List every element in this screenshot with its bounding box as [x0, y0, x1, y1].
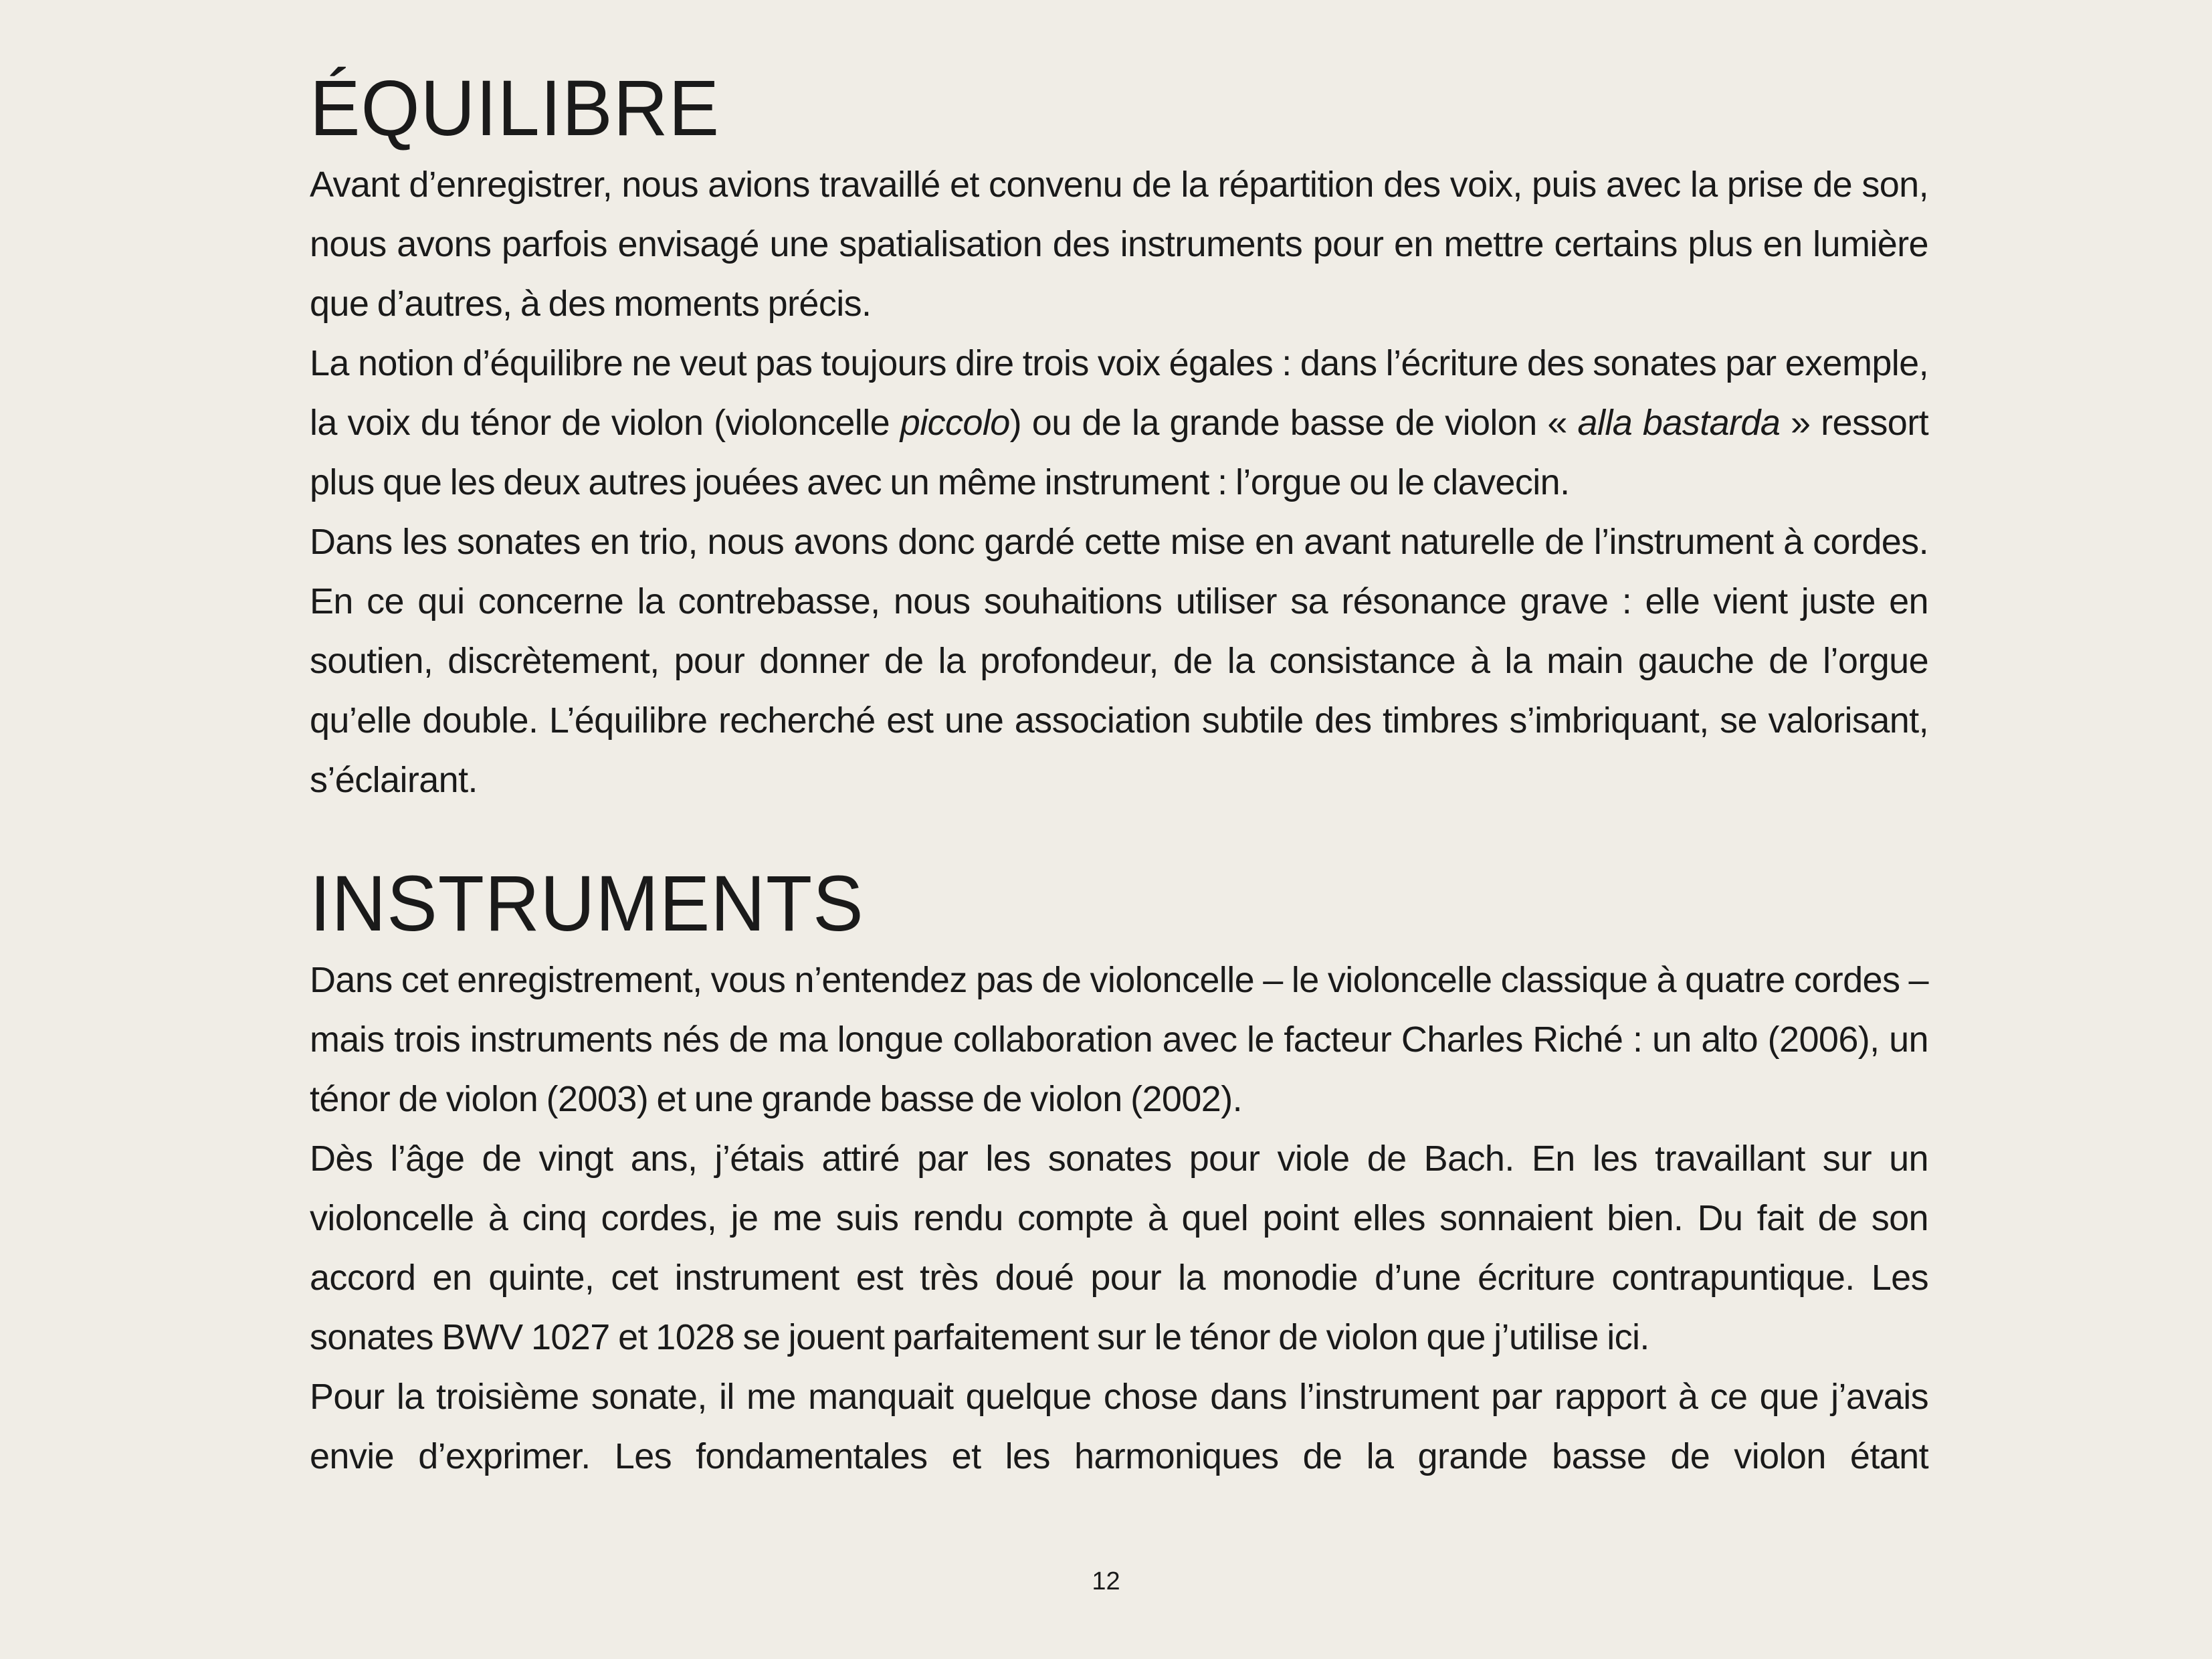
paragraph-text: La notion d’équilibre ne veut pas toujours dire trois voix égales : dans l’écriture des sonates par exemple, la voix du ténor de violon (violoncelle	[310, 343, 1928, 443]
paragraph: Dans les sonates en trio, nous avons donc gardé cette mise en avant naturelle de l’instrument à cordes. En ce qui concerne la contrebasse, nous souhaitions utiliser sa résonance grave : elle vient juste en soutien, discrètement, pour donner de la profondeur, de la consistance à la main gauche de l’orgue qu’elle double. L’équilibre recherché est une association subtile des timbres s’imbriquant, se valorisant, s’éclairant.	[310, 522, 1928, 800]
section-heading: INSTRUMENTS	[310, 860, 864, 948]
paragraph: Pour la troisième sonate, il me manquait quelque chose dans l’instrument par rapport à ce que j’avais envie d’exprimer. Les fondamentales et les harmoniques de la grande basse de violon étant	[310, 1377, 1928, 1476]
italic-term: alla bastarda	[1577, 403, 1781, 443]
section-equilibre	[310, 64, 1928, 810]
paragraph	[310, 334, 1928, 512]
section-heading: ÉQUILIBRE	[310, 64, 720, 153]
italic-term: piccolo	[900, 403, 1010, 443]
paragraph-text: ) ou de la grande basse de violon «	[1009, 403, 1578, 443]
section-instruments	[310, 862, 1928, 1486]
paragraph: Dès l’âge de vingt ans, j’étais attiré par les sonates pour viole de Bach. En les travaillant sur un violoncelle à cinq cordes, je me suis rendu compte à quel point elles sonnaient bien. Du fait de son accord en quinte, cet instrument est très doué pour la monodie d’une écriture contrapuntique. Les sonates BWV 1027 et 1028 se jouent parfaitement sur le ténor de violon que j’utilise ici.	[310, 1139, 1928, 1357]
page-number: 12	[1092, 1567, 1120, 1595]
page-content	[310, 64, 1928, 1486]
paragraph: Dans cet enregistrement, vous n’entendez pas de violoncelle – le violoncelle classique à quatre cordes – mais trois instruments nés de ma longue collaboration avec le facteur Charles Riché : un alto (2006), un ténor de violon (2003) et une grande basse de violon (2002).	[310, 960, 1928, 1119]
paragraph: Avant d’enregistrer, nous avions travaillé et convenu de la répartition des voix, puis avec la prise de son, nous avons parfois envisagé une spatialisation des instruments pour en mettre certains plus en lumière que d’autres, à des moments précis.	[310, 165, 1928, 324]
paragraph-text: » ressort plus que les deux autres jouées avec un même instrument : l’orgue ou le clavecin.	[310, 403, 1928, 502]
